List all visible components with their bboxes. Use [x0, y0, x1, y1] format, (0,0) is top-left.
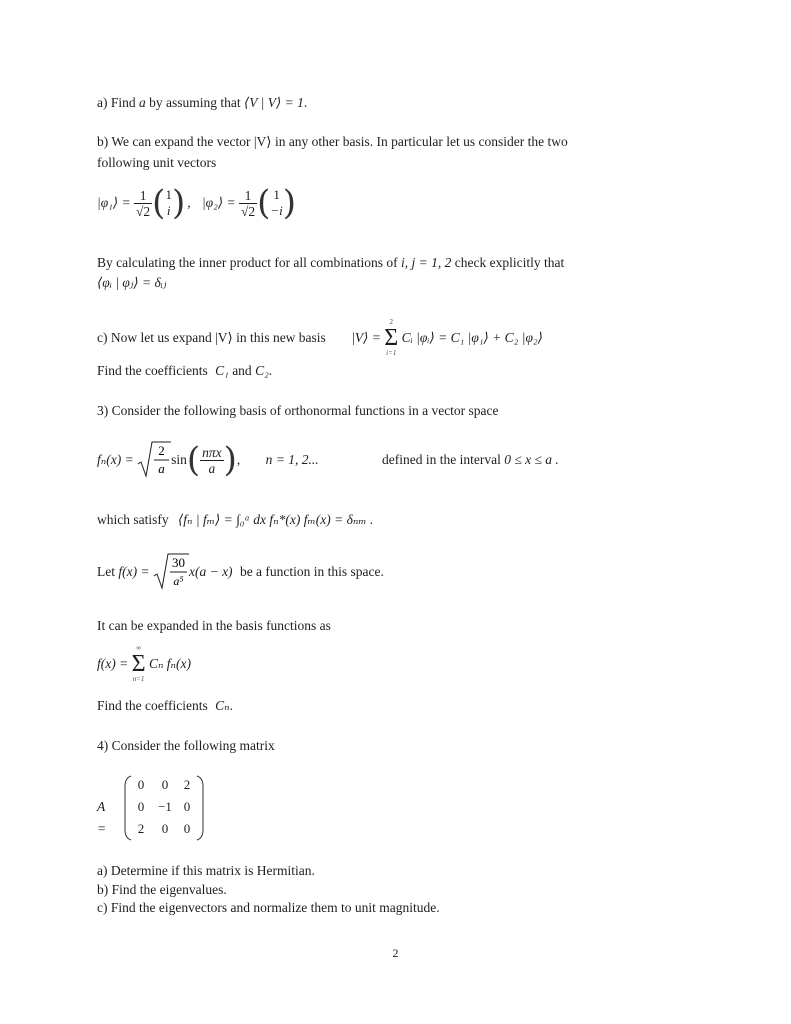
- q4-b: b) Find the eigenvalues.: [97, 882, 227, 897]
- f-sqrt: [153, 552, 189, 592]
- q2a-prefix: a) Find: [97, 95, 136, 110]
- q2c-period: .: [268, 363, 273, 378]
- let-end-text: be a function in this space.: [239, 564, 384, 579]
- basis-function-eq: fₙ(x) = 2 a sin( $\frac{\text{nπx}}{a}$ ), n = 1, 2... defined in the interval 0 ≤ x ≤ a .: [97, 440, 559, 480]
- q2c-sum-sigma: Σ: [384, 325, 399, 351]
- q3-find-line: [97, 697, 233, 715]
- expansion-sum-bottom: n=1: [132, 675, 145, 683]
- q2b-line2: following unit vectors: [97, 155, 217, 170]
- q2a-normalization-eq: ⟨V | V⟩ = 1: [244, 95, 304, 110]
- f-of-x-lhs: f(x) =: [118, 564, 150, 579]
- fn-sqrt-den: a: [158, 461, 165, 476]
- matrix-cell: 2: [183, 777, 191, 792]
- q4-intro: 4) Consider the following matrix: [97, 738, 275, 753]
- phi2-prefactor-num: 1: [244, 187, 252, 203]
- q2c-rhs: Cᵢ |φᵢ⟩ = C₁ |φ₁⟩ + C₂ |φ₂⟩: [401, 330, 543, 345]
- q2a-var: a: [139, 95, 146, 110]
- q2c-c1: C₁: [215, 363, 229, 378]
- f-sqrt-radical: [153, 552, 189, 592]
- q2c-c2: C₂: [255, 363, 269, 378]
- matrix-cell: 0: [137, 799, 145, 814]
- expansion-sum-top: ∞: [136, 644, 142, 652]
- orthonormality-eq: ⟨fₙ | fₘ⟩ = ∫₀ᵃ dx fₙ*(x) fₘ(x) = δₙₘ .: [178, 512, 374, 527]
- q2b-index-range: i, j = 1, 2: [401, 255, 452, 270]
- fn-sin: sin: [171, 452, 187, 467]
- f-sqrt-num: 30: [171, 555, 185, 570]
- q2c-text: c) Now let us expand |V⟩ in this new basis: [97, 330, 326, 345]
- phi1-vector-top: 1: [165, 187, 172, 202]
- fn-interval: 0 ≤ x ≤ a .: [504, 452, 559, 467]
- q2a-middle: by assuming that: [149, 95, 241, 110]
- let-f-line: [97, 552, 384, 592]
- expansion-rhs: Cₙ fₙ(x): [148, 656, 191, 671]
- f-sqrt-den: a⁵: [173, 574, 184, 588]
- phi-comma: ,: [187, 195, 191, 210]
- page-number: 2: [392, 946, 399, 960]
- q3-intro: 3) Consider the following basis of orthonormal functions in a vector space: [97, 403, 499, 418]
- q3-period: .: [229, 698, 233, 713]
- q2a-end: .: [303, 95, 308, 110]
- matrix-cell: 0: [161, 777, 169, 792]
- phi2-vector: [270, 187, 282, 219]
- kronecker-delta-eq: ⟨φᵢ | φⱼ⟩ = δᵢⱼ: [97, 275, 167, 290]
- phi1-lhs: |φ₁⟩ =: [97, 195, 131, 210]
- matrix-grid: [130, 774, 196, 840]
- q2b-line1: b) We can expand the vector |V⟩ in any other basis. In particular let us consider the two: [97, 134, 568, 149]
- q2c-lhs: |V⟩ =: [351, 330, 381, 345]
- expansion-sum: [132, 644, 146, 684]
- fn-comma: ,: [236, 452, 241, 467]
- q3-cn: Cₙ: [215, 698, 230, 713]
- matrix-cell: 0: [137, 777, 145, 792]
- q2c-sum-top: 2: [389, 318, 394, 326]
- q2b-line3-end: check explicitly that: [454, 255, 565, 270]
- fn-sqrt-num: 2: [158, 443, 165, 458]
- q4-a: a) Determine if this matrix is Hermitian.: [97, 863, 315, 878]
- matrix-cell: 0: [183, 799, 191, 814]
- q2c-sum: [384, 318, 398, 358]
- phi2-lhs: |φ₂⟩ =: [201, 195, 236, 210]
- f-rest: x(a − x): [188, 564, 233, 579]
- q2c-and: and: [232, 363, 252, 378]
- phi2-vector-bottom: −i: [270, 203, 283, 218]
- phi1-prefactor-den: √2: [136, 203, 151, 219]
- q2c-line: [97, 318, 543, 358]
- fn-sqrt: [137, 440, 171, 480]
- matrix-cell: 0: [183, 821, 191, 836]
- expand-text: It can be expanded in the basis functions as: [97, 618, 331, 633]
- q4-c: c) Find the eigenvectors and normalize them to unit magnitude.: [97, 900, 440, 915]
- q2b-line3-text: By calculating the inner product for all combinations of: [97, 255, 398, 270]
- fn-arg-num: nπx: [202, 444, 222, 460]
- fn-arg-den: a: [200, 460, 224, 476]
- fn-sin-arg: [200, 445, 224, 476]
- matrix-cell: 2: [137, 821, 145, 836]
- phi2-prefactor: [239, 188, 257, 219]
- fn-n-range: n = 1, 2...: [265, 452, 319, 467]
- let-text: Let: [97, 564, 115, 579]
- phi1-vector-bottom: i: [166, 203, 171, 218]
- matrix-cell: −1: [158, 799, 172, 814]
- q3-find-text: Find the coefficients: [97, 698, 208, 713]
- phi1-prefactor: [134, 188, 152, 219]
- q2c-sum-bottom: i=1: [386, 349, 397, 357]
- fn-lhs: fₙ(x) =: [97, 452, 134, 467]
- orthonormality-line: [97, 511, 373, 529]
- expansion-eq: [97, 644, 191, 684]
- matrix-cell: 0: [161, 821, 169, 836]
- phi2-prefactor-den: √2: [240, 203, 256, 219]
- q2a-line: [97, 94, 307, 112]
- phi-vectors-equation: |φ₁⟩ = $\frac{1}{√2}$ ( 1 i ) , |φ₂⟩ = $\frac{1}{√2}$ ( 1 −i ): [97, 183, 297, 223]
- fn-defined-text: defined in the interval: [382, 452, 501, 467]
- q2b-line3: [97, 254, 564, 272]
- phi2-vector-top: 1: [273, 187, 280, 202]
- q2c-find-text: Find the coefficients: [97, 363, 208, 378]
- phi1-prefactor-num: 1: [139, 187, 147, 203]
- satisfy-text: which satisfy: [97, 512, 169, 527]
- expansion-lhs: f(x) =: [97, 656, 129, 671]
- matrix-lhs: A =: [97, 799, 107, 836]
- fn-sqrt-radical: [137, 440, 171, 480]
- q2c-find-line: [97, 362, 272, 380]
- expansion-sum-sigma: Σ: [131, 651, 146, 677]
